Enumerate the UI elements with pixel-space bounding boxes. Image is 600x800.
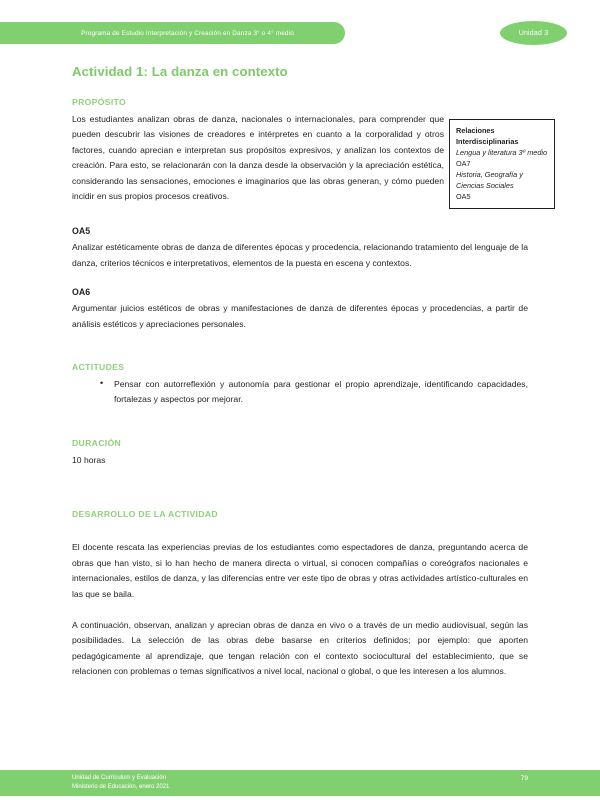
duracion-section (72, 438, 528, 468)
oa5-label: OA5 (72, 226, 91, 237)
unit-badge (500, 21, 567, 45)
footer-line-1: Unidad de Currículum y Evaluación (72, 775, 167, 781)
spacer (72, 271, 528, 287)
oa5-section (72, 226, 528, 271)
page-content (72, 64, 548, 680)
unit-badge-label: Unidad 3 (518, 29, 549, 37)
page-title: Actividad 1: La danza en contexto (72, 64, 288, 79)
proposito-paragraph: Los estudiantes analizan obras de danza, nacionales o internacionales, para comprender que pueden descubrir las visiones de creadores e intérpretes en cuanto a la corporalidad y otros factores, cuando aprecian e interpretan sus propósitos expresivos, y analizan los contextos de creación. Para esto, se relacionarán con la danza desde la observación y la apreciación estética, considerando las sensaciones, emociones e imaginarios que las obras generan, y cómo pueden incidir en sus propios procesos creativos. (72, 114, 444, 202)
rel-box-subject-1-name: Lengua y literatura 3º medio (456, 148, 548, 157)
desarrollo-paragraph-1: El docente rescata las experiencias previas de los estudiantes como espectadores de danza, preguntando acerca de obras que han visto, si lo han hecho de manera directa o virtual, si conocen compañías o coreógrafos nacionales e internacionales, estilos de danza, y las diferencias entre ver este tipo de obras y otras actividades artístico-culturales en las que se baila. (72, 542, 528, 599)
list-item: • Pensar con autorreflexión y autonomía para gestionar el propio aprendizaje, identificando capacidades, fortalezas y aspectos por mejorar. (100, 377, 528, 408)
spacer (72, 498, 528, 509)
rel-box-subject-1 (456, 147, 549, 169)
rel-box-title-line2: Interdisciplinarias (456, 137, 519, 146)
rel-box-title-line1: Relaciones (456, 126, 495, 135)
desarrollo-paragraph-2: A continuación, observan, analizan y aprecian obras de danza en vivo o a través de un medio audiovisual, según las posibilidades. La selección de las obras debe basarse en criterios definidos; por ejemplo: que aporten pedagógicamente al aprendizaje, que tengan relación con el contexto sociocultural del establecimiento, que se relacionen con problemas o temas significativos a nivel local, nacional o global, o que les interesen a los alumnos. (72, 619, 528, 677)
oa5-paragraph: Analizar estéticamente obras de danza de diferentes épocas y procedencia, relacionando tratamiento del lenguaje de la danza, criterios técnicos e interpretativos, elementos de la puesta en escena y contextos. (72, 242, 528, 268)
spacer (72, 524, 528, 540)
oa6-label: OA6 (72, 287, 91, 298)
section-heading-actitudes: ACTITUDES (72, 362, 125, 373)
actitudes-list (72, 377, 528, 408)
rel-box-subject-2-oa: OA5 (456, 192, 471, 201)
duracion-value: 10 horas (72, 454, 106, 465)
rel-box-subject-1-oa: OA7 (456, 159, 471, 168)
section-heading-duracion: DURACIÓN (72, 437, 122, 448)
section-heading-proposito: PROPÓSITO (72, 97, 127, 107)
relaciones-interdisciplinarias-box (449, 119, 555, 209)
header-program-title: Programa de Estudio Interpretación y Creación en Danza 3° o 4° medio (81, 29, 294, 37)
page-number: 79 (520, 775, 528, 782)
spacer (72, 408, 528, 438)
oa6-paragraph: Argumentar juicios estéticos de obras y manifestaciones de danza de diferentes épocas y procedencias, a partir de análisis estéticos y apreciaciones personales. (72, 303, 528, 329)
spacer (72, 602, 528, 618)
rel-box-subject-2: Historia, Geografía y Ciencias Sociales (456, 170, 523, 190)
oa6-section (72, 287, 528, 332)
footer-line-2: Ministerio de Educación, enero 2021 (72, 783, 170, 790)
spacer (72, 332, 528, 362)
header-band (0, 22, 345, 44)
desarrollo-section (72, 509, 528, 679)
proposito-section (72, 97, 548, 204)
section-heading-desarrollo: DESARROLLO DE LA ACTIVIDAD (72, 509, 218, 520)
spacer (72, 468, 528, 498)
actitudes-section (72, 362, 528, 408)
